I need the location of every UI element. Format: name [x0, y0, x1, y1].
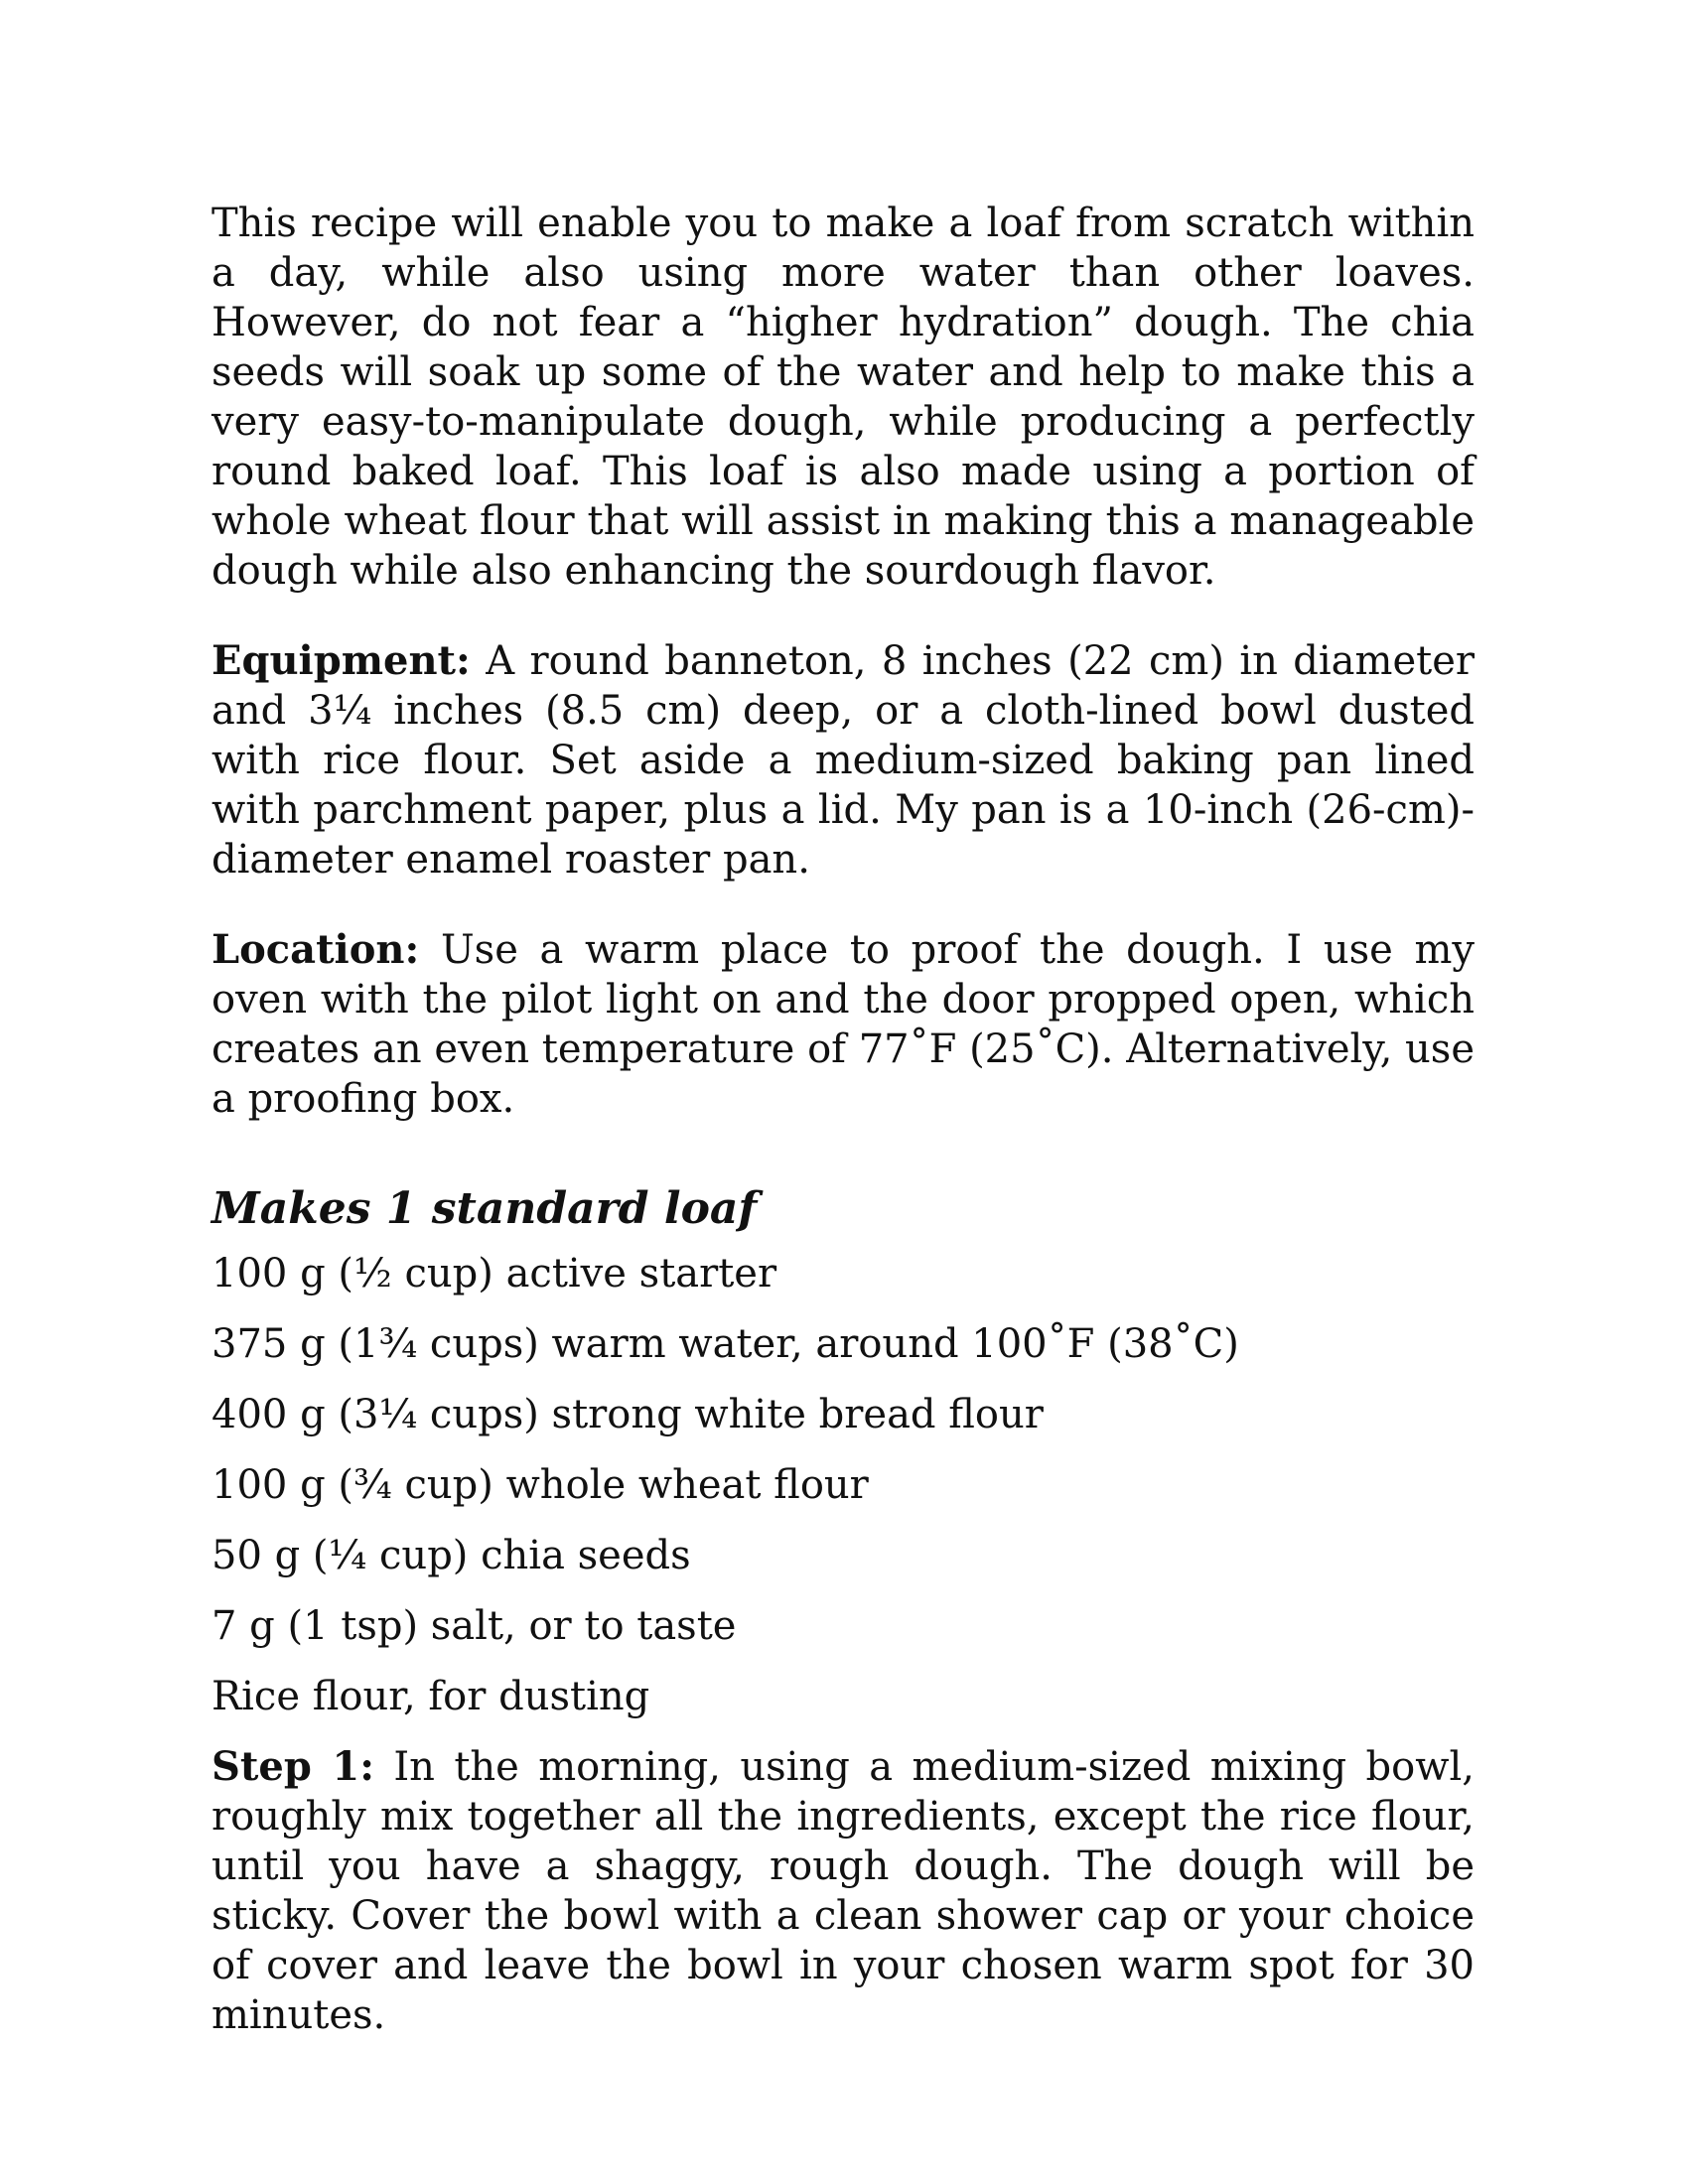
- ingredient-item: 50 g (¼ cup) chia seeds: [211, 1533, 691, 1578]
- ingredient-item: 100 g (¾ cup) whole wheat flour: [211, 1462, 869, 1508]
- recipe-page: [211, 199, 1475, 2040]
- yield-heading: Makes 1 standard loaf: [211, 1183, 758, 1234]
- ingredients-list: [211, 1249, 1475, 1721]
- ingredient-item: Rice flour, for dusting: [211, 1674, 650, 1719]
- location-text: Use a warm place to proof the dough. I use my oven with the pilot light on and the door propped open, which creates an even temperature of 77˚F (25˚C). Alternatively, use a proofing box.: [211, 927, 1475, 1122]
- intro-paragraph: This recipe will enable you to make a loaf from scratch within a day, while also using more water than other loaves. However, do not fear a “higher hydration” dough. The chia seeds will soak up some of the water and help to make this a very easy-to-manipulate dough, while producing a perfectly round baked loaf. This loaf is also made using a portion of whole wheat flour that will assist in making this a manageable dough while also enhancing the sourdough flavor.: [211, 201, 1475, 594]
- location-label: Location:: [211, 926, 420, 973]
- step-1-label: Step 1:: [211, 1743, 374, 1790]
- step-1-paragraph: [211, 1742, 1475, 2040]
- equipment-text: A round banneton, 8 inches (22 cm) in diameter and 3¼ inches (8.5 cm) deep, or a cloth-lined bowl dusted with rice flour. Set aside a medium-sized baking pan lined with parchment paper, plus a lid. My pan is a 10-inch (26-cm)-diameter enamel roaster pan.: [211, 638, 1476, 883]
- equipment-paragraph: [211, 636, 1475, 885]
- equipment-label: Equipment:: [211, 637, 471, 684]
- location-paragraph: [211, 925, 1475, 1124]
- ingredient-item: 400 g (3¼ cups) strong white bread flour: [211, 1392, 1044, 1437]
- ingredient-item: 7 g (1 tsp) salt, or to taste: [211, 1603, 737, 1649]
- ingredient-item: 375 g (1¾ cups) warm water, around 100˚F (38˚C): [211, 1321, 1239, 1367]
- ingredient-item: 100 g (½ cup) active starter: [211, 1251, 777, 1297]
- step-1-text: In the morning, using a medium-sized mixing bowl, roughly mix together all the ingredients, except the rice flour, until you have a shaggy, rough dough. The dough will be sticky. Cover the bowl with a clean shower cap or your choice of cover and leave the bowl in your chosen warm spot for 30 minutes.: [211, 1744, 1475, 2038]
